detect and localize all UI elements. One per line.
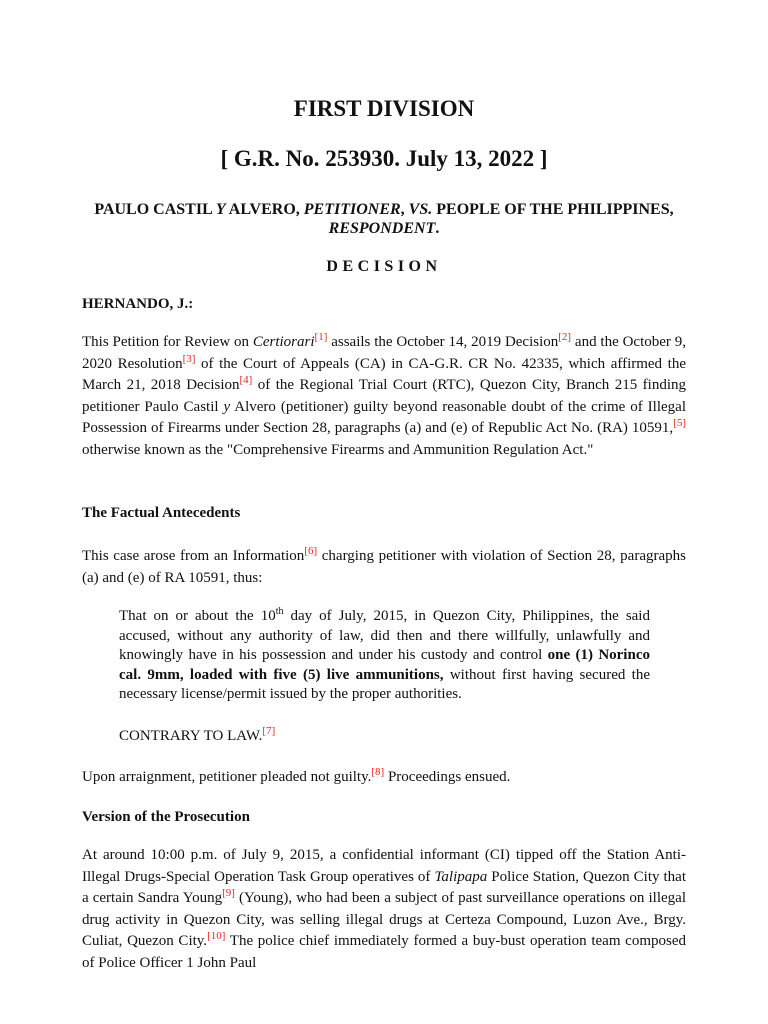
footnote-link-8[interactable]: [8]	[371, 766, 385, 778]
prosecution-text-2: Police Station, Quezon City that a certain Sandra Young	[82, 868, 686, 906]
footnote-link-7[interactable]: [7]	[262, 725, 276, 737]
intro-text-2: assails the October 14, 2019 Decision	[327, 334, 559, 350]
footnote-link-2[interactable]: [2]	[558, 331, 572, 343]
prosecution-heading: Version of the Prosecution	[82, 809, 250, 825]
quote-text-3: without first having secured the necessary license/permit issued by the proper authorities.	[119, 666, 650, 702]
contrary-to-law	[119, 727, 650, 747]
respondent-name: PEOPLE OF THE PHILIPPINES,	[432, 201, 674, 218]
decision-title: DECISION	[326, 258, 442, 275]
quote-text-1: That on or about the 10	[119, 608, 276, 624]
intro-text-7: otherwise known as the "Comprehensive Firearms and Ammunition Regulation Act."	[82, 441, 594, 458]
prosecution-text-1: At around 10:00 p.m. of July 9, 2015, a confidential informant (CI) tipped off the Station Anti-Illegal Drugs-Special Operation Task Group operatives of	[82, 847, 686, 885]
arraignment-text-2: Proceedings ensued.	[384, 769, 511, 785]
arraignment-paragraph	[82, 767, 686, 789]
footnote-link-4[interactable]: [4]	[239, 374, 253, 386]
intro-y: y	[223, 398, 231, 415]
parties-comma: ,	[400, 201, 409, 218]
respondent-role: RESPONDENT	[328, 220, 436, 237]
ordinal-suffix: th	[275, 606, 284, 617]
factual-text-1: This case arose from an Information	[82, 548, 305, 564]
footnote-link-5[interactable]: [5]	[673, 417, 686, 429]
petitioner-name: PAULO CASTIL	[94, 201, 216, 218]
information-quote	[119, 607, 650, 705]
arraignment-text-1: Upon arraignment, petitioner pleaded not guilty.	[82, 769, 372, 785]
talipapa-term: Talipapa	[434, 868, 488, 885]
intro-text-5: of the Regional Trial Court (RTC), Quezon City, Branch 215 finding petitioner Paulo Castil	[82, 377, 686, 415]
parties-period: .	[435, 220, 440, 237]
versus: VS.	[408, 201, 433, 218]
intro-text-1: This Petition for Review on	[82, 334, 253, 350]
footnote-link-10[interactable]: [10]	[207, 930, 226, 942]
quote-text-2: day of July, 2015, in Quezon City, Philippines, the said accused, without any authority of law, did then and there willfully, unlawfully and knowingly have in his possession and under his custody and control	[119, 608, 650, 663]
division-heading: FIRST DIVISION	[293, 96, 475, 121]
footnote-link-1[interactable]: [1]	[314, 331, 328, 343]
footnote-link-3[interactable]: [3]	[182, 352, 196, 365]
factual-text-2: charging petitioner with violation of Section 28, paragraphs (a) and (e) of RA 10591, thus:	[82, 548, 686, 586]
ponente: HERNANDO, J.:	[82, 296, 194, 312]
case-number-heading: [ G.R. No. 253930. July 13, 2022 ]	[220, 146, 548, 171]
intro-text-3: and the October 9, 2020 Resolution	[82, 334, 686, 372]
certiorari-term: Certiorari	[252, 334, 315, 350]
footnote-link-9[interactable]: [9]	[222, 887, 235, 899]
petitioner-y: Y	[215, 201, 226, 218]
factual-paragraph	[82, 546, 686, 589]
intro-text-4: of the Court of Appeals (CA) in CA-G.R. CR No. 42335, which affirmed the March 21, 2018 Decision	[82, 355, 686, 393]
petitioner-role: PETITIONER	[303, 201, 401, 218]
factual-antecedents-heading: The Factual Antecedents	[82, 505, 241, 521]
intro-paragraph	[82, 332, 686, 461]
prosecution-text-3: (Young), who had been a subject of past surveillance operations on illegal drug activity in Quezon City, was selling illegal drugs at Certeza Compound, Luzon Ave., Brgy. Culiat, Quezon City.	[82, 890, 686, 949]
prosecution-text-4: The police chief immediately formed a buy-bust operation team composed of Police Officer 1 John Paul	[82, 933, 686, 971]
case-parties	[82, 200, 686, 238]
footnote-link-6[interactable]: [6]	[304, 545, 318, 557]
intro-text-6: Alvero (petitioner) guilty beyond reasonable doubt of the crime of Illegal Possession of Firearms under Section 28, paragraphs (a) and (e) of Republic Act No. (RA) 10591,	[82, 398, 686, 436]
petitioner-surname: ALVERO,	[225, 201, 304, 218]
prosecution-paragraph	[82, 845, 686, 974]
contrary-text: CONTRARY TO LAW.	[119, 728, 263, 744]
quote-bold-text: one (1) Norinco cal. 9mm, loaded with five (5) live ammunitions,	[119, 647, 650, 683]
